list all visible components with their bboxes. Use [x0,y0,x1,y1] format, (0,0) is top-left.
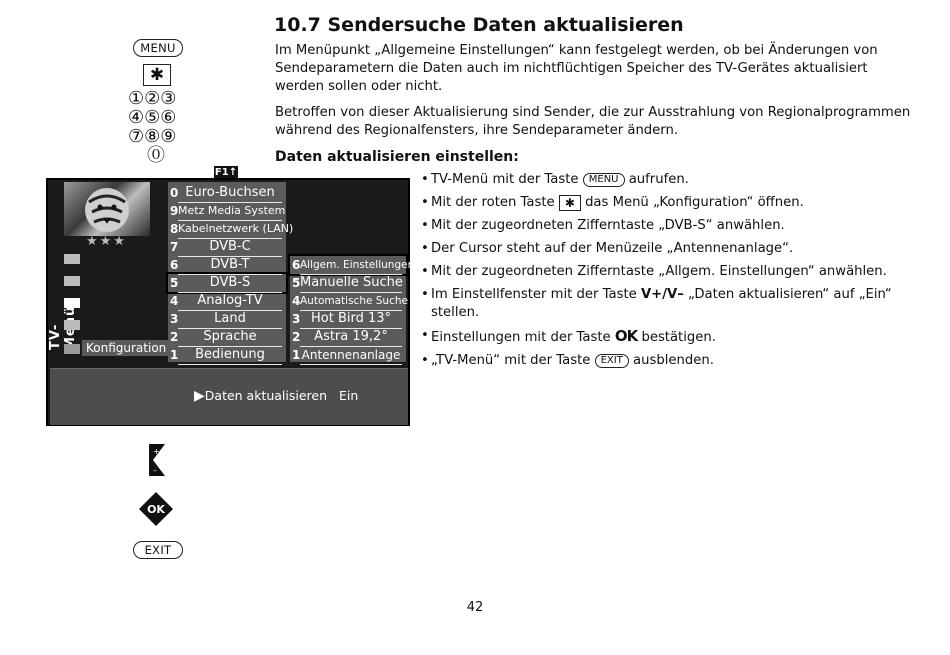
menu-item-selected[interactable]: 5 DVB-S [168,274,286,292]
exit-key: EXIT [133,541,183,559]
menu-key: MENU [133,39,183,57]
menu-tab-icon [64,320,80,330]
play-arrow-icon: ▶ [194,388,205,404]
red-star-key-icon: ✱ [143,64,171,86]
menu-item[interactable]: 8 Kabelnetzwerk (LAN) [168,220,286,238]
menu-item[interactable]: 9 Metz Media System [168,202,286,220]
tiger-thumbnail [64,182,150,236]
digit-keys-row-3: ⑦⑧⑨ [128,126,177,147]
settings-panel [50,368,408,425]
list-item: • Der Cursor steht auf der Menüzeile „Antennenanlage“. [421,240,921,258]
vertical-menu-title: TV-Menü [48,305,78,350]
ok-key-icon [139,492,173,526]
left-label-konfiguration: Konfiguration [82,340,172,356]
digit-keys-row-1: ①②③ [128,88,177,109]
list-item: • Mit der roten Taste ✱ das Menü „Konfiguration“ öffnen. [421,194,921,212]
stars-rating: ★★★ [86,234,127,249]
exit-key-icon: EXIT [595,354,629,368]
middle-menu-column [168,182,294,362]
menu-item[interactable]: 3 Land [168,310,286,328]
zero-key: ⓪ [147,145,165,166]
menu-item-selected[interactable]: 6 Allgem. Einstellungen [290,256,406,274]
page-number: 42 [466,600,484,615]
menu-item[interactable]: 5 Manuelle Suche [290,274,406,292]
list-item: • „TV-Menü“ mit der Taste EXIT ausblenden. [421,352,921,370]
menu-tab-icon [64,344,80,354]
menu-tab-icon [64,276,80,286]
menu-item[interactable]: 1 Bedienung [168,346,286,364]
svg-text:+: + [153,447,160,456]
list-item: • Im Einstellfenster mit der Taste V+/V– „Daten aktualisieren“ auf „Ein“ stellen. [421,286,921,322]
setting-row[interactable] [194,388,358,404]
menu-tab-icon [64,254,80,264]
menu-item[interactable]: 1 Antennenanlage [290,346,406,364]
menu-item[interactable]: 7 DVB-C [168,238,286,256]
section-subheading: Daten aktualisieren einstellen: [275,149,519,165]
menu-item[interactable]: 4 Analog-TV [168,292,286,310]
svg-text:–: – [153,466,157,475]
right-menu-column [290,254,415,362]
page-title: 10.7 Sendersuche Daten aktualisieren [274,14,684,36]
digit-keys-row-2: ④⑤⑥ [128,107,177,128]
f1-badge: F1↑ [214,167,238,178]
menu-item[interactable]: 6 DVB-T [168,256,286,274]
list-item: • TV-Menü mit der Taste MENU aufrufen. [421,171,921,189]
paragraph-2: Betroffen von dieser Aktualisierung sind Sender, die zur Ausstrahlung von Regionalprogrammen während des Regionalfensters, ihre Sendeparameter ändern. [275,105,911,138]
setting-label: Daten aktualisieren [204,388,328,403]
red-star-key-icon: ✱ [559,195,581,211]
menu-item[interactable]: 4 Automatische Suche [290,292,406,310]
menu-item[interactable]: 2 Sprache [168,328,286,346]
list-item: • Mit der zugeordneten Zifferntaste „DVB-S“ anwählen. [421,217,921,235]
menu-item[interactable]: 2 Astra 19,2° [290,328,406,346]
list-item: • Mit der zugeordneten Zifferntaste „Allgem. Einstellungen“ anwählen. [421,263,921,281]
menu-tab-icon [64,298,80,308]
volume-key-icon [147,442,167,478]
steps-list [421,171,921,375]
menu-key-icon: MENU [583,173,625,187]
list-item: • Einstellungen mit der Taste OK bestätigen. [421,327,921,347]
setting-value: Ein [338,388,359,403]
ok-key-icon: OK [614,327,638,345]
tv-menu-screen [46,178,415,426]
menu-item[interactable]: 3 Hot Bird 13° [290,310,406,328]
menu-item[interactable]: 0 Euro-Buchsen [168,184,286,202]
svg-text:OK: OK [147,503,165,516]
paragraph-1: Im Menüpunkt „Allgemeine Einstellungen“ kann festgelegt werden, ob bei Änderungen von Sendeparametern die Daten auch im nichtflüchtigen Speicher des TV-Gerätes aktualisiert werden sollen oder nicht. [275,43,878,94]
